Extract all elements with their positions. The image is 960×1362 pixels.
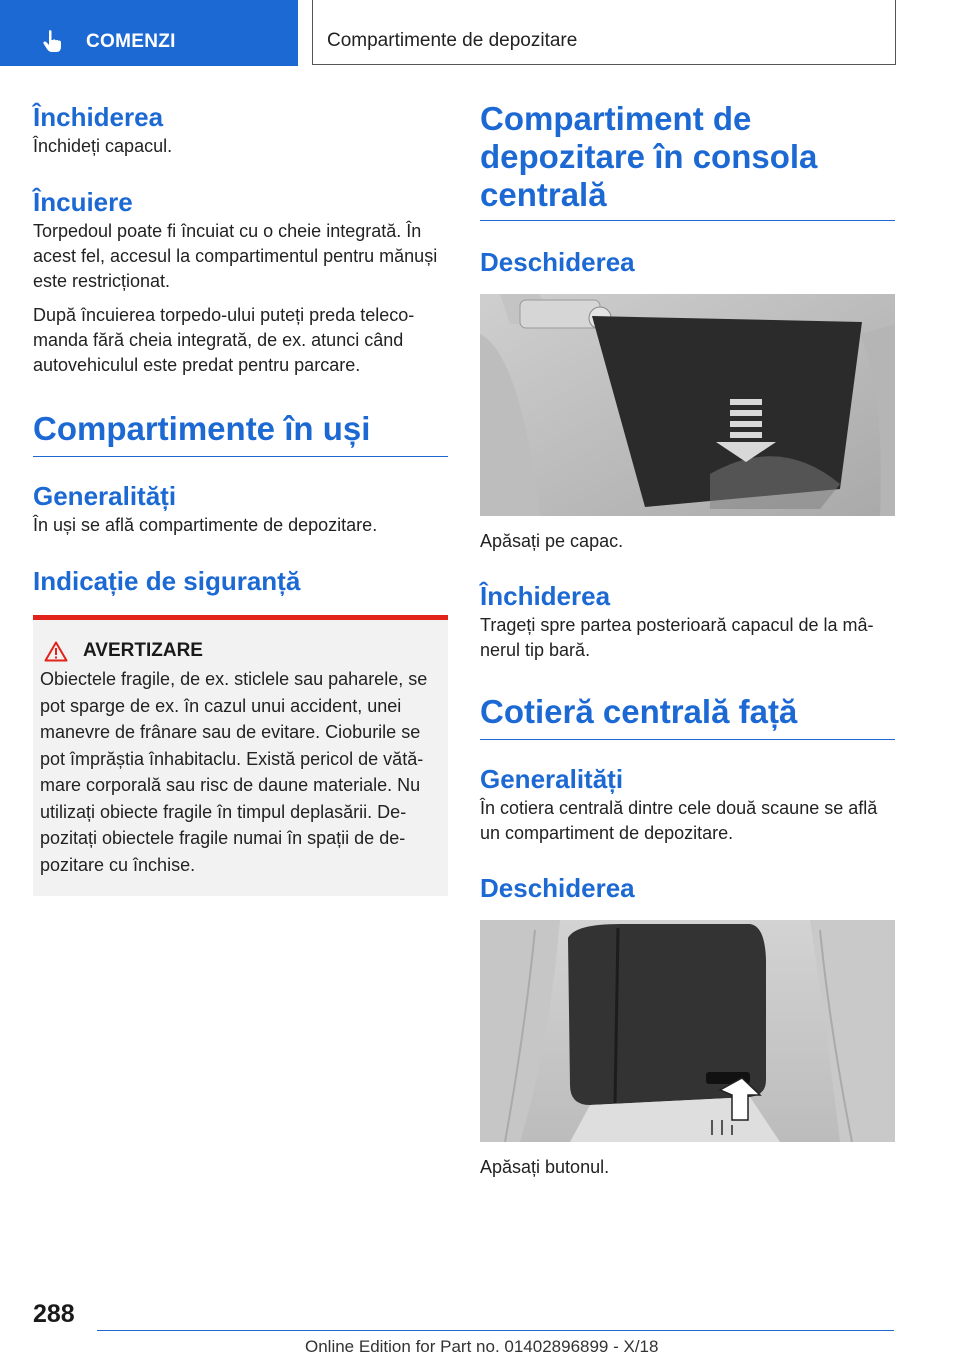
hand-pointer-icon [40,28,66,54]
page-number: 288 [33,1300,75,1328]
section-label: COMENZI [86,31,176,52]
console-heading: Compartiment de depozitare în consola centrală [480,100,895,221]
locking-text-1: Torpedoul poate fi încuiat cu o cheie integrată. În acest fel, accesul la compartimentul pentru mănuși este restricționat. [33,221,438,291]
warning-triangle-icon [44,641,68,662]
warning-title: AVERTIZARE [83,640,203,661]
general-heading: Generalități [33,481,177,511]
opening-heading: Deschiderea [480,247,635,277]
warning-box [33,615,448,896]
armrest-image [480,920,895,1142]
chapter-title-box [312,0,896,65]
general-text-right: În cotiera centrală dintre cele două scaune se află un compartiment de depozitare. [480,798,878,843]
opening-caption: Apăsați pe capac. [480,531,624,551]
general-text: În uși se află compartimente de depozitare. [33,515,378,535]
section-tab[interactable] [0,0,298,66]
warning-title-row [40,640,440,662]
warning-text: Obiectele fragile, de ex. sticlele sau paharele, se pot sparge de ex. în cazul unui accident, unei manevre de frânare sau de evitare. Cioburile se pot împrăștia înhabitaclu. Există pericol de vătămare corporală sau risc de daune materiale. Nu utilizați obiecte fragile în timpul deplasării. Depozitați obiectele fragile numai în spații de depozitare cu închise. [40,669,428,875]
opening2-heading: Deschiderea [480,873,635,903]
locking-heading: Încuiere [33,187,133,217]
right-column [480,100,895,1180]
general-heading-right: Generalități [480,764,624,794]
page-header [0,0,960,66]
opening2-caption: Apăsați butonul. [480,1157,610,1177]
closing-text: Închideți capacul. [33,136,173,156]
footer-edition: Online Edition for Part no. 01402896899 - X/18 [305,1337,659,1356]
footer-divider [97,1330,894,1331]
chapter-title: Compartimente de depozitare [327,30,578,51]
doors-heading: Compartimente în uși [33,410,448,457]
closing-heading-right: Închiderea [480,581,611,611]
locking-text-2: După încuierea torpedo-ului puteți preda telecomanda fără cheia integrată, de ex. atunci când autovehiculul este predat pentru parcare. [33,305,415,375]
armrest-heading: Cotieră centrală față [480,693,895,740]
closing-heading: Închiderea [33,102,164,132]
left-column [33,100,448,896]
closing-text-right: Trageți spre partea posterioară capacul de la mânerul tip bară. [480,615,874,660]
console-lid-image [480,294,895,516]
safety-heading: Indicație de siguranță [33,566,301,596]
